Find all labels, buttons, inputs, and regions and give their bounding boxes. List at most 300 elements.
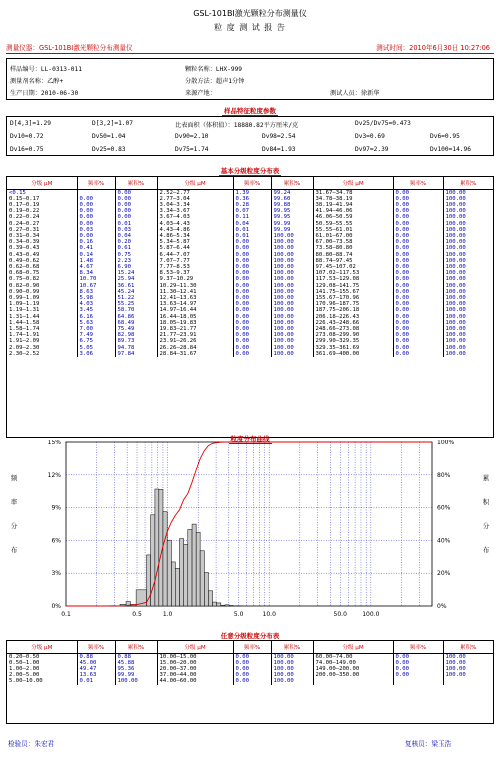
size-class-cell: 34.78—38.19 — [313, 196, 393, 202]
frequency-cell: 0.16 — [77, 239, 115, 245]
dv98: Dv98=2.54 — [262, 133, 296, 140]
cumulative-cell: 100.00 — [271, 289, 313, 295]
right-tick-label: 40% — [437, 537, 451, 545]
size-class-cell: 0.82—0.90 — [7, 283, 77, 289]
column-header: 分级 μM — [7, 177, 77, 189]
frequency-cell: 0.00 — [233, 314, 271, 320]
size-class-cell: 10.00—15.00 — [157, 653, 233, 660]
size-class-cell: 41.94—46.06 — [313, 208, 393, 214]
frequency-cell: 3.45 — [77, 307, 115, 313]
frequency-cell: 4.67 — [77, 264, 115, 270]
frequency-cell: 0.00 — [233, 678, 271, 684]
cumulative-cell: 100.00 — [271, 307, 313, 313]
instrument-name: 测量仪器：GSL-101BI激光颗粒分布测量仪 — [6, 44, 133, 52]
column-header: 累积% — [271, 177, 313, 189]
size-class-cell: 20.00—37.00 — [157, 666, 233, 672]
size-class-cell: 67.00—73.58 — [313, 239, 393, 245]
dv16: Dv16=0.75 — [10, 146, 44, 153]
frequency-cell: 0.00 — [233, 345, 271, 351]
cumulative-cell — [443, 678, 493, 684]
size-class-cell: 1.58—1.74 — [7, 326, 77, 332]
size-class-cell: 0.43—0.49 — [7, 252, 77, 258]
cumulative-cell: 100.00 — [445, 338, 466, 345]
size-class-cell: 0.34—0.39 — [7, 239, 77, 245]
cumulative-cell: 100.00 — [445, 294, 466, 301]
sample-id: 样品编号：LL-0313-011 — [10, 66, 82, 73]
size-class-cell: 0.31—0.34 — [7, 233, 77, 239]
cumulative-cell: 100.00 — [271, 245, 313, 251]
size-class-cell: 117.53—129.08 — [313, 276, 393, 282]
histogram-bar — [200, 551, 204, 606]
histogram-bar — [171, 562, 175, 606]
cumulative-cell: 0.20 — [115, 239, 157, 245]
left-axis-label-char: 布 — [10, 546, 18, 554]
cumulative-cell: 100.00 — [445, 344, 466, 351]
x-tick-label: 50.0 — [333, 611, 347, 618]
frequency-cell: 0.11 — [233, 214, 271, 220]
frequency-cell: 0.00 — [233, 307, 271, 313]
size-class-cell: 0.15—0.17 — [7, 196, 77, 202]
cumulative-cell: 100.00 — [445, 672, 466, 679]
inspector: 检验员：朱宏君 — [8, 740, 55, 748]
frequency-cell: 0.00 — [393, 338, 443, 344]
cumulative-cell: 94.78 — [115, 345, 157, 351]
column-header: 分级 μM — [313, 641, 393, 653]
column-header: 累积% — [443, 177, 493, 189]
frequency-cell: 0.28 — [233, 202, 271, 208]
right-tick-label: 60% — [437, 504, 451, 512]
frequency-cell: 0.00 — [233, 283, 271, 289]
size-class-cell: 4.86—5.34 — [157, 233, 233, 239]
cumulative-cell: 6.90 — [115, 264, 157, 270]
dv100: Dv100=14.96 — [430, 146, 471, 153]
report-subtitle: 粒 度 测 试 报 告 — [214, 23, 286, 32]
cumulative-cell: 100.00 — [445, 214, 466, 221]
cumulative-cell: 100.00 — [445, 659, 466, 666]
size-class-cell: 329.35—361.69 — [313, 345, 393, 351]
cumulative-cell: 100.00 — [271, 314, 313, 320]
frequency-cell: 0.00 — [233, 332, 271, 338]
frequency-cell: 0.00 — [393, 196, 443, 202]
cumulative-cell: 100.00 — [271, 320, 313, 326]
column-header: 频率% — [77, 641, 115, 653]
cumulative-cell: 100.00 — [271, 258, 313, 264]
size-class-cell: 3.04—3.34 — [157, 202, 233, 208]
cumulative-cell: 99.99 — [271, 221, 313, 227]
histogram-bar — [204, 573, 208, 606]
x-tick-label: 0.1 — [61, 611, 71, 618]
size-class-cell: 0.20—0.50 — [7, 653, 77, 660]
frequency-cell: 0.00 — [393, 233, 443, 239]
histogram-bar — [184, 544, 188, 606]
x-tick-label: 10.0 — [262, 611, 276, 618]
cumulative-cell: 100.00 — [445, 208, 466, 215]
cumulative-cell: 100.00 — [271, 672, 313, 678]
frequency-cell: 0.00 — [233, 660, 271, 666]
size-class-cell: 73.58—80.80 — [313, 245, 393, 251]
frequency-cell: 0.00 — [393, 221, 443, 227]
column-header: 累积% — [271, 641, 313, 653]
frequency-cell: 0.00 — [393, 301, 443, 307]
size-class-cell: 170.96—187.75 — [313, 301, 393, 307]
histogram-bar — [225, 605, 229, 606]
size-class-cell: 74.00—149.00 — [313, 660, 393, 666]
header-divider — [6, 53, 494, 54]
histogram-bar — [221, 605, 225, 606]
frequency-cell: 0.00 — [233, 653, 271, 660]
frequency-cell: 0.00 — [233, 320, 271, 326]
left-tick-label: 12% — [47, 471, 61, 479]
x-tick-label: 100.0 — [362, 611, 380, 618]
dv97: Dv97=2.39 — [355, 146, 389, 153]
cumulative-cell: 100.00 — [445, 301, 466, 308]
frequency-cell: 1.48 — [77, 258, 115, 264]
left-tick-label: 3% — [51, 570, 61, 578]
medium-name: 测量剂名称：乙醇+ — [10, 78, 64, 85]
frequency-cell: 0.00 — [77, 214, 115, 220]
column-header: 频率% — [393, 641, 443, 653]
report-title: GSL-101BI激光颗粒分布测量仪 — [193, 9, 307, 18]
dv10: Dv10=0.72 — [10, 133, 44, 140]
cumulative-cell: 0.00 — [115, 189, 157, 196]
right-axis-label-char: 分 — [482, 522, 490, 530]
x-tick-label: 5.0 — [233, 611, 244, 618]
cumulative-cell: 100.00 — [445, 350, 466, 357]
dv25: Dv25=0.83 — [92, 146, 126, 153]
cumulative-cell: 99.24 — [271, 189, 313, 196]
characteristic-title: 样品特征粒度参数 — [224, 107, 276, 115]
right-tick-label: 80% — [437, 471, 451, 479]
frequency-cell: 45.00 — [77, 660, 115, 666]
frequency-cell: 0.00 — [393, 227, 443, 233]
right-tick-label: 0% — [437, 603, 447, 610]
cumulative-cell: 100.00 — [445, 220, 466, 227]
dv25-dv75: Dv25/Dv75=0.473 — [355, 120, 411, 127]
frequency-cell: 0.00 — [233, 258, 271, 264]
production-date: 生产日期：2010-06-30 — [10, 90, 79, 97]
column-header: 分级 μM — [313, 177, 393, 189]
size-class-cell: 0.99—1.09 — [7, 295, 77, 301]
cumulative-cell: 0.01 — [115, 221, 157, 227]
cumulative-cell: 100.00 — [271, 283, 313, 289]
d43: D[4,3]=1.29 — [10, 120, 51, 127]
size-class-cell: 0.22—0.24 — [7, 214, 77, 220]
size-class-cell: 0.17—0.19 — [7, 202, 77, 208]
frequency-cell: 0.00 — [233, 245, 271, 251]
histogram-bar — [167, 541, 171, 606]
size-class-cell: 37.00—44.00 — [157, 672, 233, 678]
d32: D[3,2]=1.07 — [92, 120, 133, 127]
size-class-cell: 0.24—0.27 — [7, 221, 77, 227]
frequency-cell: 6.75 — [77, 338, 115, 344]
size-class-cell: 5.00—10.00 — [7, 678, 77, 684]
frequency-cell: 0.00 — [233, 252, 271, 258]
column-header: 累积% — [443, 641, 493, 653]
size-class-cell: 0.27—0.31 — [7, 227, 77, 233]
frequency-cell: 10.70 — [77, 276, 115, 282]
cumulative-cell: 68.49 — [115, 320, 157, 326]
size-class-cell: 0.50—1.00 — [7, 660, 77, 666]
size-class-cell: 0.19—0.22 — [7, 208, 77, 214]
cumulative-cell: 100.00 — [445, 307, 466, 314]
cumulative-cell: 45.88 — [115, 660, 157, 666]
origin: 来源产地： — [185, 90, 216, 97]
cumulative-cell: 2.23 — [115, 258, 157, 264]
cumulative-cell: 100.00 — [115, 678, 157, 684]
frequency-cell: 0.00 — [233, 289, 271, 295]
frequency-cell: 0.00 — [233, 276, 271, 282]
cumulative-cell: 99.88 — [271, 202, 313, 208]
frequency-cell: 49.47 — [77, 666, 115, 672]
size-class-cell: 19.83—21.77 — [157, 326, 233, 332]
frequency-cell: 0.00 — [393, 289, 443, 295]
frequency-cell — [393, 678, 443, 684]
size-class-cell: 187.75—206.18 — [313, 307, 393, 313]
frequency-cell: 0.00 — [77, 208, 115, 214]
frequency-cell: 0.00 — [77, 221, 115, 227]
frequency-cell: 5.05 — [77, 345, 115, 351]
size-class-cell: 44.00—60.00 — [157, 678, 233, 684]
frequency-cell: 0.00 — [233, 301, 271, 307]
size-class-cell: 0.62—0.68 — [7, 264, 77, 270]
dv50: Dv50=1.04 — [92, 133, 126, 140]
frequency-cell: 0.00 — [393, 653, 443, 660]
dv6: Dv6=0.95 — [430, 133, 460, 140]
left-tick-label: 9% — [51, 504, 61, 512]
size-class-cell: 61.01—67.00 — [313, 233, 393, 239]
size-class-cell: 50.59—55.55 — [313, 221, 393, 227]
size-class-cell: 0.90—0.99 — [7, 289, 77, 295]
frequency-cell: 1.39 — [233, 189, 271, 196]
size-class-cell: 88.74—97.45 — [313, 258, 393, 264]
size-class-cell: 13.63—14.97 — [157, 301, 233, 307]
frequency-cell: 0.01 — [233, 227, 271, 233]
frequency-cell: 8.34 — [77, 270, 115, 276]
cumulative-cell: 100.00 — [271, 326, 313, 332]
size-class-cell: 273.08—299.90 — [313, 332, 393, 338]
basic-table-title: 基本分级粒度分布表 — [220, 167, 280, 175]
size-class-cell: 9.37—10.29 — [157, 276, 233, 282]
frequency-cell: 3.06 — [77, 351, 115, 357]
size-class-cell: 226.43—248.66 — [313, 320, 393, 326]
frequency-cell: 7.49 — [77, 332, 115, 338]
cumulative-cell: 51.22 — [115, 295, 157, 301]
cumulative-cell: 100.00 — [271, 660, 313, 666]
frequency-cell: 0.00 — [233, 270, 271, 276]
cumulative-cell: 100.00 — [271, 295, 313, 301]
dispersion-method: 分散方法：超声1分钟 — [185, 78, 245, 85]
size-class-cell: 1.00—2.00 — [7, 666, 77, 672]
frequency-cell: 0.00 — [393, 239, 443, 245]
frequency-cell: 0.00 — [393, 208, 443, 214]
size-class-cell: 1.31—1.44 — [7, 314, 77, 320]
cumulative-cell: 0.88 — [115, 653, 157, 660]
column-header: 频率% — [393, 177, 443, 189]
column-header: 分级 μM — [157, 641, 233, 653]
cumulative-cell: 99.60 — [271, 196, 313, 202]
plot-frame — [66, 442, 432, 606]
frequency-cell: 0.00 — [393, 672, 443, 678]
cumulative-cell: 100.00 — [271, 233, 313, 239]
cumulative-cell: 100.00 — [271, 252, 313, 258]
frequency-cell: 0.04 — [233, 221, 271, 227]
frequency-cell: 0.00 — [233, 351, 271, 357]
cumulative-cell: 99.99 — [115, 672, 157, 678]
size-class-cell: 11.30—12.41 — [157, 289, 233, 295]
cumulative-cell: 100.00 — [445, 257, 466, 264]
frequency-cell: 8.63 — [77, 289, 115, 295]
frequency-cell: 5.98 — [77, 295, 115, 301]
size-class-cell: 1.74—1.91 — [7, 332, 77, 338]
frequency-cell: 0.00 — [393, 320, 443, 326]
cumulative-cell: 100.00 — [445, 195, 466, 202]
size-class-cell: 7.77—8.53 — [157, 264, 233, 270]
size-class-cell: 0.49—0.62 — [7, 258, 77, 264]
cumulative-cell: 100.00 — [445, 226, 466, 233]
size-class-cell: <0.15 — [7, 189, 77, 196]
size-class-cell: 2.09—2.30 — [7, 345, 77, 351]
frequency-cell: 0.00 — [77, 233, 115, 239]
frequency-cell: 0.00 — [393, 264, 443, 270]
column-header: 累积% — [115, 641, 157, 653]
cumulative-cell: 0.75 — [115, 252, 157, 258]
frequency-cell: 6.16 — [77, 314, 115, 320]
table-row — [7, 678, 493, 684]
size-class-cell: 0.39—0.43 — [7, 245, 77, 251]
frequency-cell: 0.88 — [77, 653, 115, 660]
right-tick-label: 20% — [437, 570, 451, 578]
size-class-cell: 206.18—226.43 — [313, 314, 393, 320]
column-header: 累积% — [115, 177, 157, 189]
cumulative-cell: 100.00 — [271, 338, 313, 344]
size-class-cell: 60.00—74.00 — [313, 653, 393, 660]
cumulative-cell: 100.00 — [445, 232, 466, 239]
size-class-cell: 10.29—11.30 — [157, 283, 233, 289]
frequency-cell: 0.41 — [77, 245, 115, 251]
frequency-cell: 0.00 — [393, 214, 443, 220]
histogram-bar — [155, 489, 159, 606]
size-class-cell: 129.08—141.75 — [313, 283, 393, 289]
cumulative-cell: 0.00 — [115, 196, 157, 202]
frequency-cell: 13.63 — [77, 672, 115, 678]
left-tick-label: 6% — [51, 537, 61, 545]
frequency-cell: 0.00 — [393, 307, 443, 313]
frequency-cell: 0.00 — [393, 666, 443, 672]
cumulative-cell: 100.00 — [271, 239, 313, 245]
histogram-bar — [175, 568, 179, 606]
custom-table-title: 任意分级粒度分布表 — [220, 632, 280, 640]
size-class-cell: 149.00—200.00 — [313, 666, 393, 672]
frequency-cell: 0.00 — [393, 189, 443, 196]
size-class-cell: 28.84—31.67 — [157, 351, 233, 357]
cumulative-cell: 100.00 — [445, 251, 466, 258]
size-class-cell: 26.26—28.84 — [157, 345, 233, 351]
size-class-cell: 1.19—1.31 — [7, 307, 77, 313]
specific-surface: 比表面积（体积值）：18880.82平方厘米/克 — [175, 122, 299, 129]
histogram-bar — [217, 603, 221, 606]
size-class-cell: 46.06—50.59 — [313, 214, 393, 220]
cumulative-cell: 100.00 — [271, 678, 313, 684]
cumulative-cell: 100.00 — [271, 270, 313, 276]
cumulative-cell: 100.00 — [445, 270, 466, 277]
cumulative-cell: 100.00 — [271, 332, 313, 338]
frequency-cell: 0.00 — [393, 295, 443, 301]
size-class-cell: 248.66—273.08 — [313, 326, 393, 332]
frequency-cell: 0.00 — [393, 276, 443, 282]
frequency-cell: 0.07 — [233, 208, 271, 214]
cumulative-cell: 15.24 — [115, 270, 157, 276]
right-axis-label-char: 累 — [482, 474, 490, 482]
size-class-cell: 1.44—1.58 — [7, 320, 77, 326]
reviewer: 复核员：梁玉浩 — [405, 740, 452, 748]
frequency-cell: 0.14 — [77, 252, 115, 258]
cumulative-cell: 58.70 — [115, 307, 157, 313]
frequency-cell: 7.00 — [77, 326, 115, 332]
frequency-cell: 0.00 — [77, 202, 115, 208]
frequency-cell: 0.00 — [393, 345, 443, 351]
frequency-cell: 4.03 — [77, 301, 115, 307]
size-class-cell: 4.03—4.43 — [157, 221, 233, 227]
cumulative-cell: 100.00 — [445, 201, 466, 208]
cumulative-cell: 0.03 — [115, 227, 157, 233]
frequency-cell — [77, 189, 115, 196]
cumulative-cell: 0.00 — [115, 208, 157, 214]
table-row — [7, 653, 493, 660]
cumulative-cell: 0.00 — [115, 202, 157, 208]
cumulative-cell: 99.95 — [271, 208, 313, 214]
cumulative-cell: 100.00 — [271, 653, 313, 660]
dv84: Dv84=1.93 — [262, 146, 296, 153]
size-class-cell: 31.67—34.78 — [313, 189, 393, 196]
table-row — [7, 351, 493, 357]
table-row — [7, 189, 493, 196]
left-axis-label-char: 分 — [10, 522, 18, 530]
size-class-cell: 97.45—107.02 — [313, 264, 393, 270]
frequency-cell: 0.03 — [77, 227, 115, 233]
column-header: 频率% — [233, 177, 271, 189]
cumulative-cell: 100.00 — [271, 345, 313, 351]
dv75: Dv75=1.74 — [175, 146, 209, 153]
cumulative-cell: 100.00 — [445, 325, 466, 332]
frequency-cell: 0.00 — [233, 338, 271, 344]
cumulative-cell: 100.00 — [445, 288, 466, 295]
size-class-cell: 3.67—4.03 — [157, 214, 233, 220]
right-axis-label-char: 布 — [482, 546, 490, 554]
x-tick-label: 0.5 — [132, 611, 142, 618]
frequency-cell: 5.63 — [77, 320, 115, 326]
histogram-bar — [163, 512, 167, 606]
cumulative-cell: 100.00 — [271, 276, 313, 282]
size-class-cell: 107.02—117.53 — [313, 270, 393, 276]
test-time: 测试时间：2010年6月30日 10:27:06 — [376, 44, 490, 52]
size-class-cell: 12.41—13.63 — [157, 295, 233, 301]
frequency-cell: 0.00 — [393, 258, 443, 264]
cumulative-cell: 99.95 — [271, 214, 313, 220]
histogram-bar — [192, 524, 196, 606]
size-class-cell: 2.00—5.00 — [7, 672, 77, 678]
frequency-cell: 0.00 — [393, 314, 443, 320]
size-class-cell: 21.77—23.91 — [157, 332, 233, 338]
frequency-cell: 0.00 — [393, 252, 443, 258]
left-axis-label-char: 频 — [10, 474, 18, 482]
histogram-bar — [213, 602, 217, 606]
frequency-cell: 0.00 — [233, 239, 271, 245]
cumulative-cell: 100.00 — [271, 264, 313, 270]
size-class-cell: 299.90—329.35 — [313, 338, 393, 344]
cumulative-cell: 82.98 — [115, 332, 157, 338]
size-class-cell: 16.44—18.05 — [157, 314, 233, 320]
x-tick-label: 1.0 — [162, 611, 173, 618]
